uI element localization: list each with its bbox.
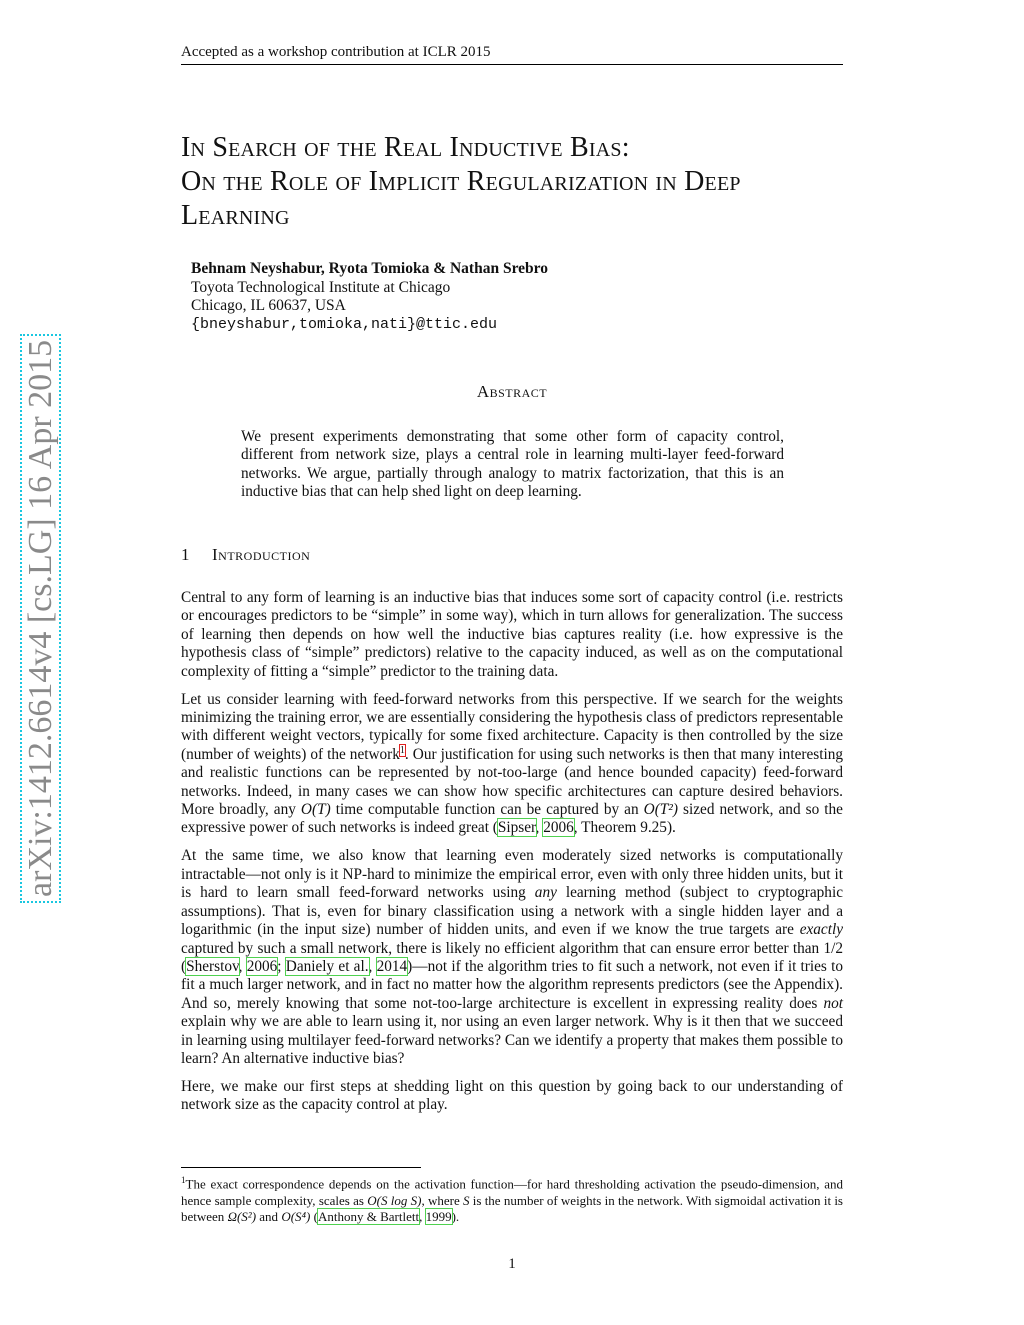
text-run: , xyxy=(368,957,377,975)
paragraph-2 xyxy=(181,691,843,838)
math-inline: O(S⁴) xyxy=(281,1209,311,1225)
emphasis: any xyxy=(534,884,557,902)
citation-link-sipser-year[interactable]: 2006 xyxy=(543,819,574,837)
author-block xyxy=(191,260,548,334)
math-inline: Ω(S²) xyxy=(227,1209,257,1225)
footnote-ref-link[interactable]: 1 xyxy=(399,744,405,756)
emphasis: exactly xyxy=(799,921,843,939)
running-header: Accepted as a workshop contribution at ICLR 2015 xyxy=(181,44,843,65)
text-run: sized network, and so the expressive power of such networks is indeed great ( xyxy=(181,801,843,837)
citation-link-anthony-bartlett[interactable]: Anthony & Bartlett xyxy=(317,1209,420,1225)
math-inline: O(T²) xyxy=(643,801,678,819)
citation-link-daniely[interactable]: Daniely et al. xyxy=(285,957,369,975)
title-line-2: On the Role of Implicit Regularization in Deep xyxy=(181,166,741,197)
text-run: , Theorem 9.25). xyxy=(573,819,676,837)
paragraph-3 xyxy=(181,847,843,1068)
text-run: learning method (subject to cryptographic assumptions). That is, even for binary classification using a network with a single hidden layer and a logarithmic (in the input size) number of hidden units, and even if we know the true targets are xyxy=(181,884,843,939)
citation-link-daniely-year[interactable]: 2014 xyxy=(376,957,408,975)
section-body xyxy=(181,589,843,1124)
footnote-1 xyxy=(181,1172,843,1226)
text-run: is the number of weights in the network. With sigmoidal activation it is between xyxy=(181,1192,843,1225)
text-run: , xyxy=(535,819,544,837)
abstract-heading: Abstract xyxy=(476,382,548,401)
text-run: , xyxy=(419,1209,426,1225)
section-heading-introduction xyxy=(181,545,310,565)
text-run: , xyxy=(238,957,247,975)
citation-link-sipser[interactable]: Sipser xyxy=(497,819,536,837)
citation-link-sherstov-year[interactable]: 2006 xyxy=(246,957,278,975)
text-run: and xyxy=(256,1209,282,1225)
page-number: 1 xyxy=(508,1256,516,1272)
title-line-3: Learning xyxy=(181,200,290,231)
paragraph-4: Here, we make our first steps at shedding light on this question by going back to our understanding of network size as the capacity control at play. xyxy=(181,1077,843,1114)
text-run: At the same time, we also know that learning even moderately sized networks is computationally intractable—not only is it NP-hard to minimize the empirical error, even with only three hidden units, but it is hard to learn small feed-forward networks using xyxy=(181,847,843,902)
text-run: )—not if the algorithm tries to fit such a network, not even if it tries to fit a much larger network, and in fact no matter how the algorithm represents predictors (see the Appendix). And so, merely knowing that some not-too-large architecture is excellent in expressing reality does xyxy=(181,957,843,1012)
text-run: Let us consider learning with feed-forward networks from this perspective. If we search for the weights minimizing the training error, we are essentially considering the hypothesis class of predictors representable with different weight vectors, typically for some fixed architecture. Capacity is then controlled by the size (number of weights) of the network xyxy=(181,690,843,763)
text-run: captured by such a small network, there is likely no efficient algorithm that can ensure error better than 1/2 ( xyxy=(181,939,843,975)
text-run: ; xyxy=(277,957,286,975)
text-run: explain why we are able to learn using it, nor using an even larger network. Why is it then that we succeed in learning using multilayer feed-forward networks? Can we identify a property that makes them possible to learn? An alternative inductive bias? xyxy=(181,1013,843,1067)
section-title: Introduction xyxy=(212,545,311,564)
text-run: . Our justification for using such networks is then that many interesting and realistic functions can be represented by not-too-large (and hence bounded capacity) feed-forward networks. Indeed, in many cases we can show how specific architectures can capture desired behaviors. More broadly, any xyxy=(181,745,843,819)
arxiv-id-link[interactable]: arXiv:1412.6614v4 [cs.LG] 16 Apr 2015 xyxy=(20,334,61,903)
math-inline: O(T) xyxy=(300,801,331,819)
emphasis: not xyxy=(823,994,843,1012)
footnote-rule xyxy=(181,1167,421,1168)
paper-title xyxy=(181,131,861,233)
footnote-mark: 1 xyxy=(181,1175,186,1185)
citation-link-anthony-bartlett-year[interactable]: 1999 xyxy=(425,1209,452,1225)
title-line-1: In Search of the Real Inductive Bias: xyxy=(181,132,630,163)
text-run: The exact correspondence depends on the activation function—for hard thresholding activation the pseudo-dimension, and hence sample complexity, scales as xyxy=(181,1176,843,1208)
abstract-text: We present experiments demonstrating that some other form of capacity control, different from network size, plays a central role in learning multi-layer feed-forward networks. We argue, partially through analogy to matrix factorization, that this is an inductive bias that can help shed light on deep learning. xyxy=(241,428,784,501)
author-names: Behnam Neyshabur, Ryota Tomioka & Nathan Srebro xyxy=(191,260,549,277)
text-run: , where xyxy=(421,1192,463,1208)
text-run: ). xyxy=(451,1209,460,1225)
section-number: 1 xyxy=(181,545,190,564)
paragraph-1: Central to any form of learning is an inductive bias that induces some sort of capacity control (i.e. restricts or encourages predictors to be “simple” in some way), which in turn allows for generalization. The success of learning then depends on how well the inductive bias captures reality (i.e. how expressive is the hypothesis class of “simple” predictors) relative to the capacity induced, as well as on the computational complexity of fitting a “simple” predictor to the training data. xyxy=(181,589,843,680)
text-run: time computable function can be captured by an xyxy=(330,801,644,819)
math-inline: O(S log S) xyxy=(367,1192,422,1208)
text-run: ( xyxy=(310,1209,318,1225)
author-affiliation: Toyota Technological Institute at Chicago xyxy=(191,278,451,296)
arxiv-sidebar-stamp xyxy=(21,323,61,903)
citation-link-sherstov[interactable]: Sherstov xyxy=(186,957,239,975)
author-address: Chicago, IL 60637, USA xyxy=(191,297,346,314)
math-inline: S xyxy=(462,1192,470,1208)
author-email: {bneyshabur,tomioka,nati}@ttic.edu xyxy=(191,315,498,333)
